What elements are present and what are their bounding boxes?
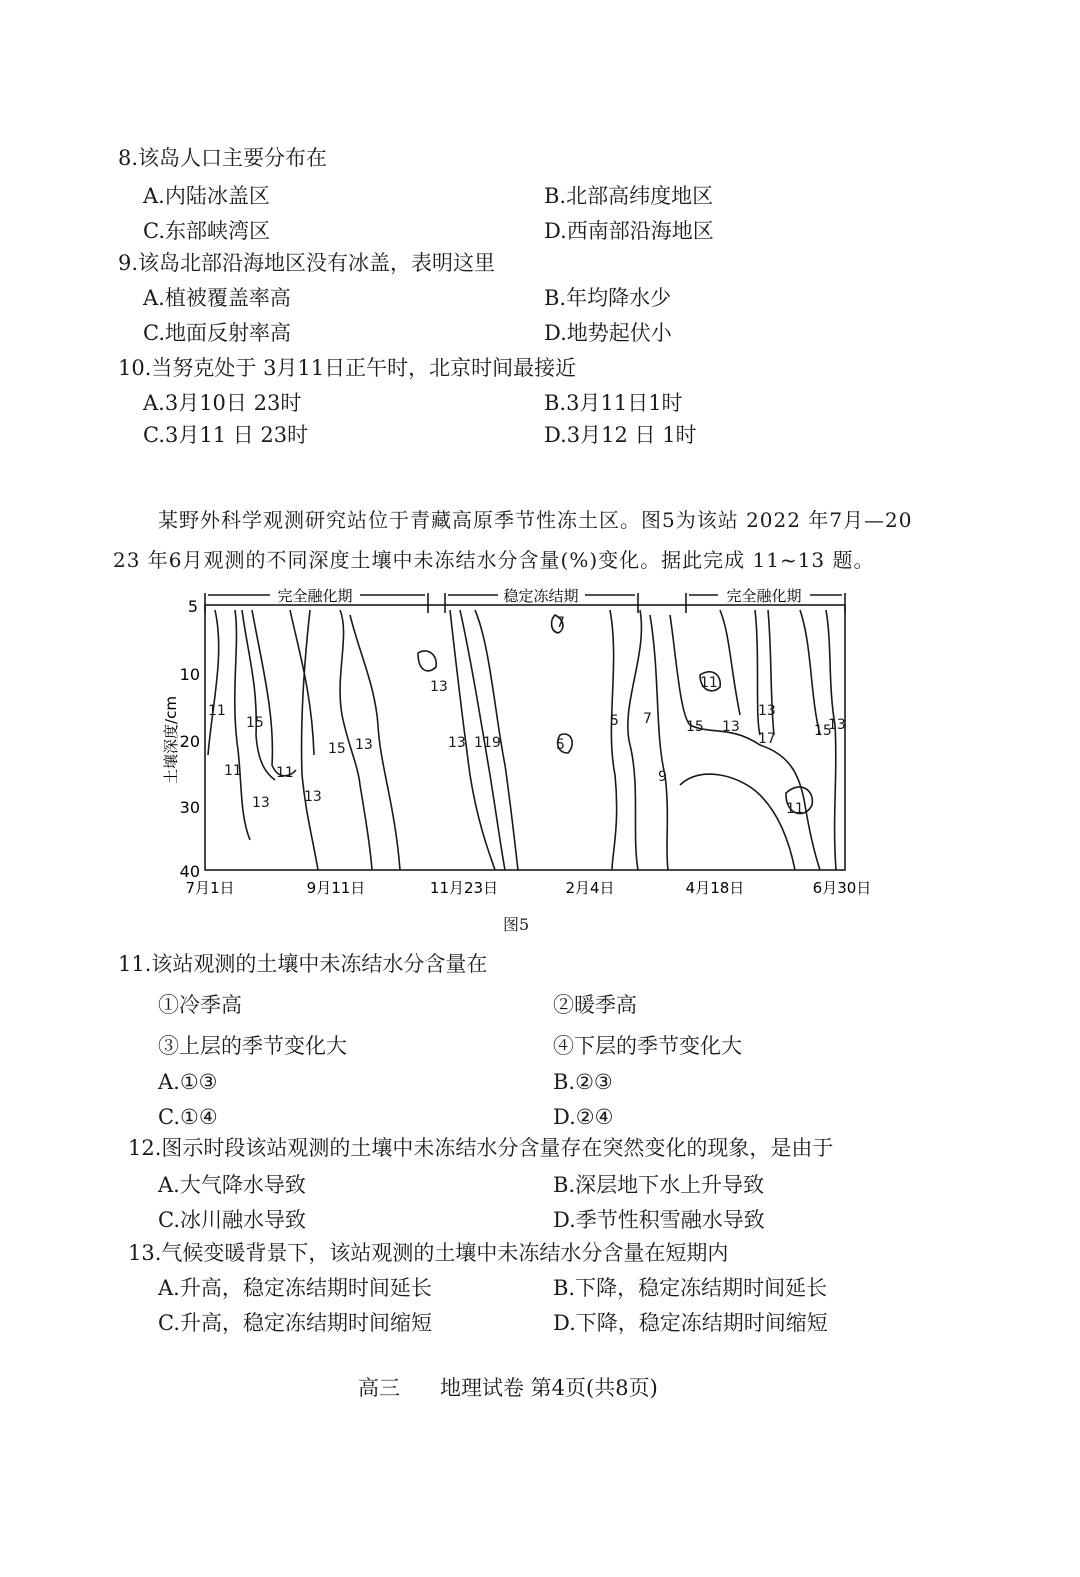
q11-option-c[interactable]: C.①④: [158, 1105, 218, 1129]
q11-option-b[interactable]: B.②③: [553, 1070, 613, 1094]
q10-option-b[interactable]: B.3月11日1时: [544, 391, 683, 415]
q13-option-d[interactable]: D.下降，稳定冻结期时间缩短: [553, 1311, 828, 1335]
contour-label: 15: [246, 715, 264, 731]
contour-label: 13: [448, 735, 466, 751]
q8-option-a[interactable]: A.内陆冰盖区: [143, 184, 270, 208]
contour-label: 13: [355, 737, 373, 753]
figure-caption: 图5: [503, 915, 530, 934]
contour-label: 13: [304, 789, 322, 805]
contour-label: 11: [276, 765, 294, 781]
contour-label: 11: [208, 703, 226, 719]
q8-option-c[interactable]: C.东部峡湾区: [143, 219, 270, 243]
figure-5-chart: [0, 575, 1080, 915]
q8-option-b[interactable]: B.北部高纬度地区: [544, 184, 714, 208]
contour-label: 13: [430, 679, 448, 695]
footer-subject-page: 地理试卷 第4页(共8页): [440, 1376, 658, 1400]
q9-option-d[interactable]: D.地势起伏小: [544, 321, 672, 345]
contour-line: [680, 774, 795, 870]
intro-line-2: 23 年6月观测的不同深度土壤中未冻结水分含量(%)变化。据此完成 11~13 题。: [113, 548, 875, 572]
q12-stem: 12.图示时段该站观测的土壤中未冻结水分含量存在突然变化的现象，是由于: [128, 1136, 834, 1160]
q12-option-c[interactable]: C.冰川融水导致: [158, 1208, 306, 1232]
q11-statement-2: ②暖季高: [553, 993, 637, 1017]
q13-option-a[interactable]: A.升高，稳定冻结期时间延长: [158, 1276, 432, 1300]
q11-statement-3: ③上层的季节变化大: [158, 1034, 347, 1058]
q13-option-c[interactable]: C.升高，稳定冻结期时间缩短: [158, 1311, 432, 1335]
q11-option-a[interactable]: A.①③: [158, 1070, 218, 1094]
y-tick-label: 40: [179, 862, 200, 881]
x-tick-label: 4月18日: [685, 879, 745, 897]
y-tick-label: 20: [179, 732, 200, 751]
q10-stem: 10.当努克处于 3月11日正午时，北京时间最接近: [118, 356, 577, 380]
contour-label: 15: [814, 723, 832, 739]
q9-option-b[interactable]: B.年均降水少: [544, 286, 672, 310]
q12-option-b[interactable]: B.深层地下水上升导致: [553, 1173, 765, 1197]
y-tick-label: 30: [179, 798, 200, 817]
contour-label: 15: [686, 719, 704, 735]
q11-stem: 11.该站观测的土壤中未冻结水分含量在: [118, 952, 488, 976]
y-axis-label: 土壤深度/cm: [162, 696, 180, 784]
contour-label: 17: [758, 731, 776, 747]
q10-option-d[interactable]: D.3月12 日 1时: [544, 423, 697, 447]
contour-line: [418, 651, 436, 671]
contour-label: 13: [828, 717, 846, 733]
q11-option-d[interactable]: D.②④: [553, 1105, 614, 1129]
period-label-2: 稳定冻结期: [503, 587, 579, 605]
x-tick-label: 9月11日: [306, 879, 366, 897]
period-label-1: 完全融化期: [277, 587, 353, 605]
contour-label: 5: [610, 713, 619, 729]
contour-label: 11: [700, 675, 718, 691]
period-label-3: 完全融化期: [726, 587, 802, 605]
intro-line-1: 某野外科学观测研究站位于青藏高原季节性冻土区。图5为该站 2022 年7月—20: [158, 508, 913, 532]
contour-line: [302, 610, 318, 870]
contour-line: [628, 610, 642, 870]
q11-statement-4: ④下层的季节变化大: [553, 1034, 742, 1058]
x-tick-label: 6月30日: [812, 879, 872, 897]
contour-line: [720, 610, 740, 715]
y-tick-label: 5: [187, 597, 198, 616]
q10-option-c[interactable]: C.3月11 日 23时: [143, 423, 309, 447]
q8-stem: 8.该岛人口主要分布在: [118, 146, 328, 170]
contour-line: [826, 610, 836, 870]
contour-label: 15: [328, 741, 346, 757]
q9-option-a[interactable]: A.植被覆盖率高: [143, 286, 291, 310]
contour-label: 7: [643, 711, 652, 727]
x-tick-label: 7月1日: [185, 879, 235, 897]
contour-label: 11: [224, 763, 242, 779]
q9-option-c[interactable]: C.地面反射率高: [143, 321, 291, 345]
x-tick-label: 11月23日: [429, 879, 499, 897]
footer-grade: 高三: [358, 1376, 400, 1400]
contour-label: 13: [722, 719, 740, 735]
x-tick-label: 2月4日: [565, 879, 615, 897]
contour-line: [208, 610, 219, 755]
q13-option-b[interactable]: B.下降，稳定冻结期时间延长: [553, 1276, 828, 1300]
contour-label: 11: [786, 801, 804, 817]
y-tick-label: 10: [179, 665, 200, 684]
contour-line: [800, 610, 820, 735]
q10-option-a[interactable]: A.3月10日 23时: [143, 391, 302, 415]
contour-label: 7: [556, 615, 565, 631]
contour-line: [650, 615, 668, 870]
q9-stem: 9.该岛北部沿海地区没有冰盖，表明这里: [118, 251, 496, 275]
contour-line: [242, 610, 275, 780]
q12-option-d[interactable]: D.季节性积雪融水导致: [553, 1208, 765, 1232]
contour-label: 9: [492, 735, 501, 751]
contour-line: [670, 615, 820, 870]
q13-stem: 13.气候变暖背景下，该站观测的土壤中未冻结水分含量在短期内: [128, 1241, 729, 1265]
contour-label: 5: [556, 737, 565, 753]
q12-option-a[interactable]: A.大气降水导致: [158, 1173, 306, 1197]
contour-label: 13: [758, 703, 776, 719]
contour-label: 9: [658, 769, 667, 785]
contour-label: 11: [474, 735, 492, 751]
q11-statement-1: ①冷季高: [158, 993, 242, 1017]
contour-line: [610, 610, 617, 870]
q8-option-d[interactable]: D.西南部沿海地区: [544, 219, 714, 243]
contour-label: 13: [252, 795, 270, 811]
